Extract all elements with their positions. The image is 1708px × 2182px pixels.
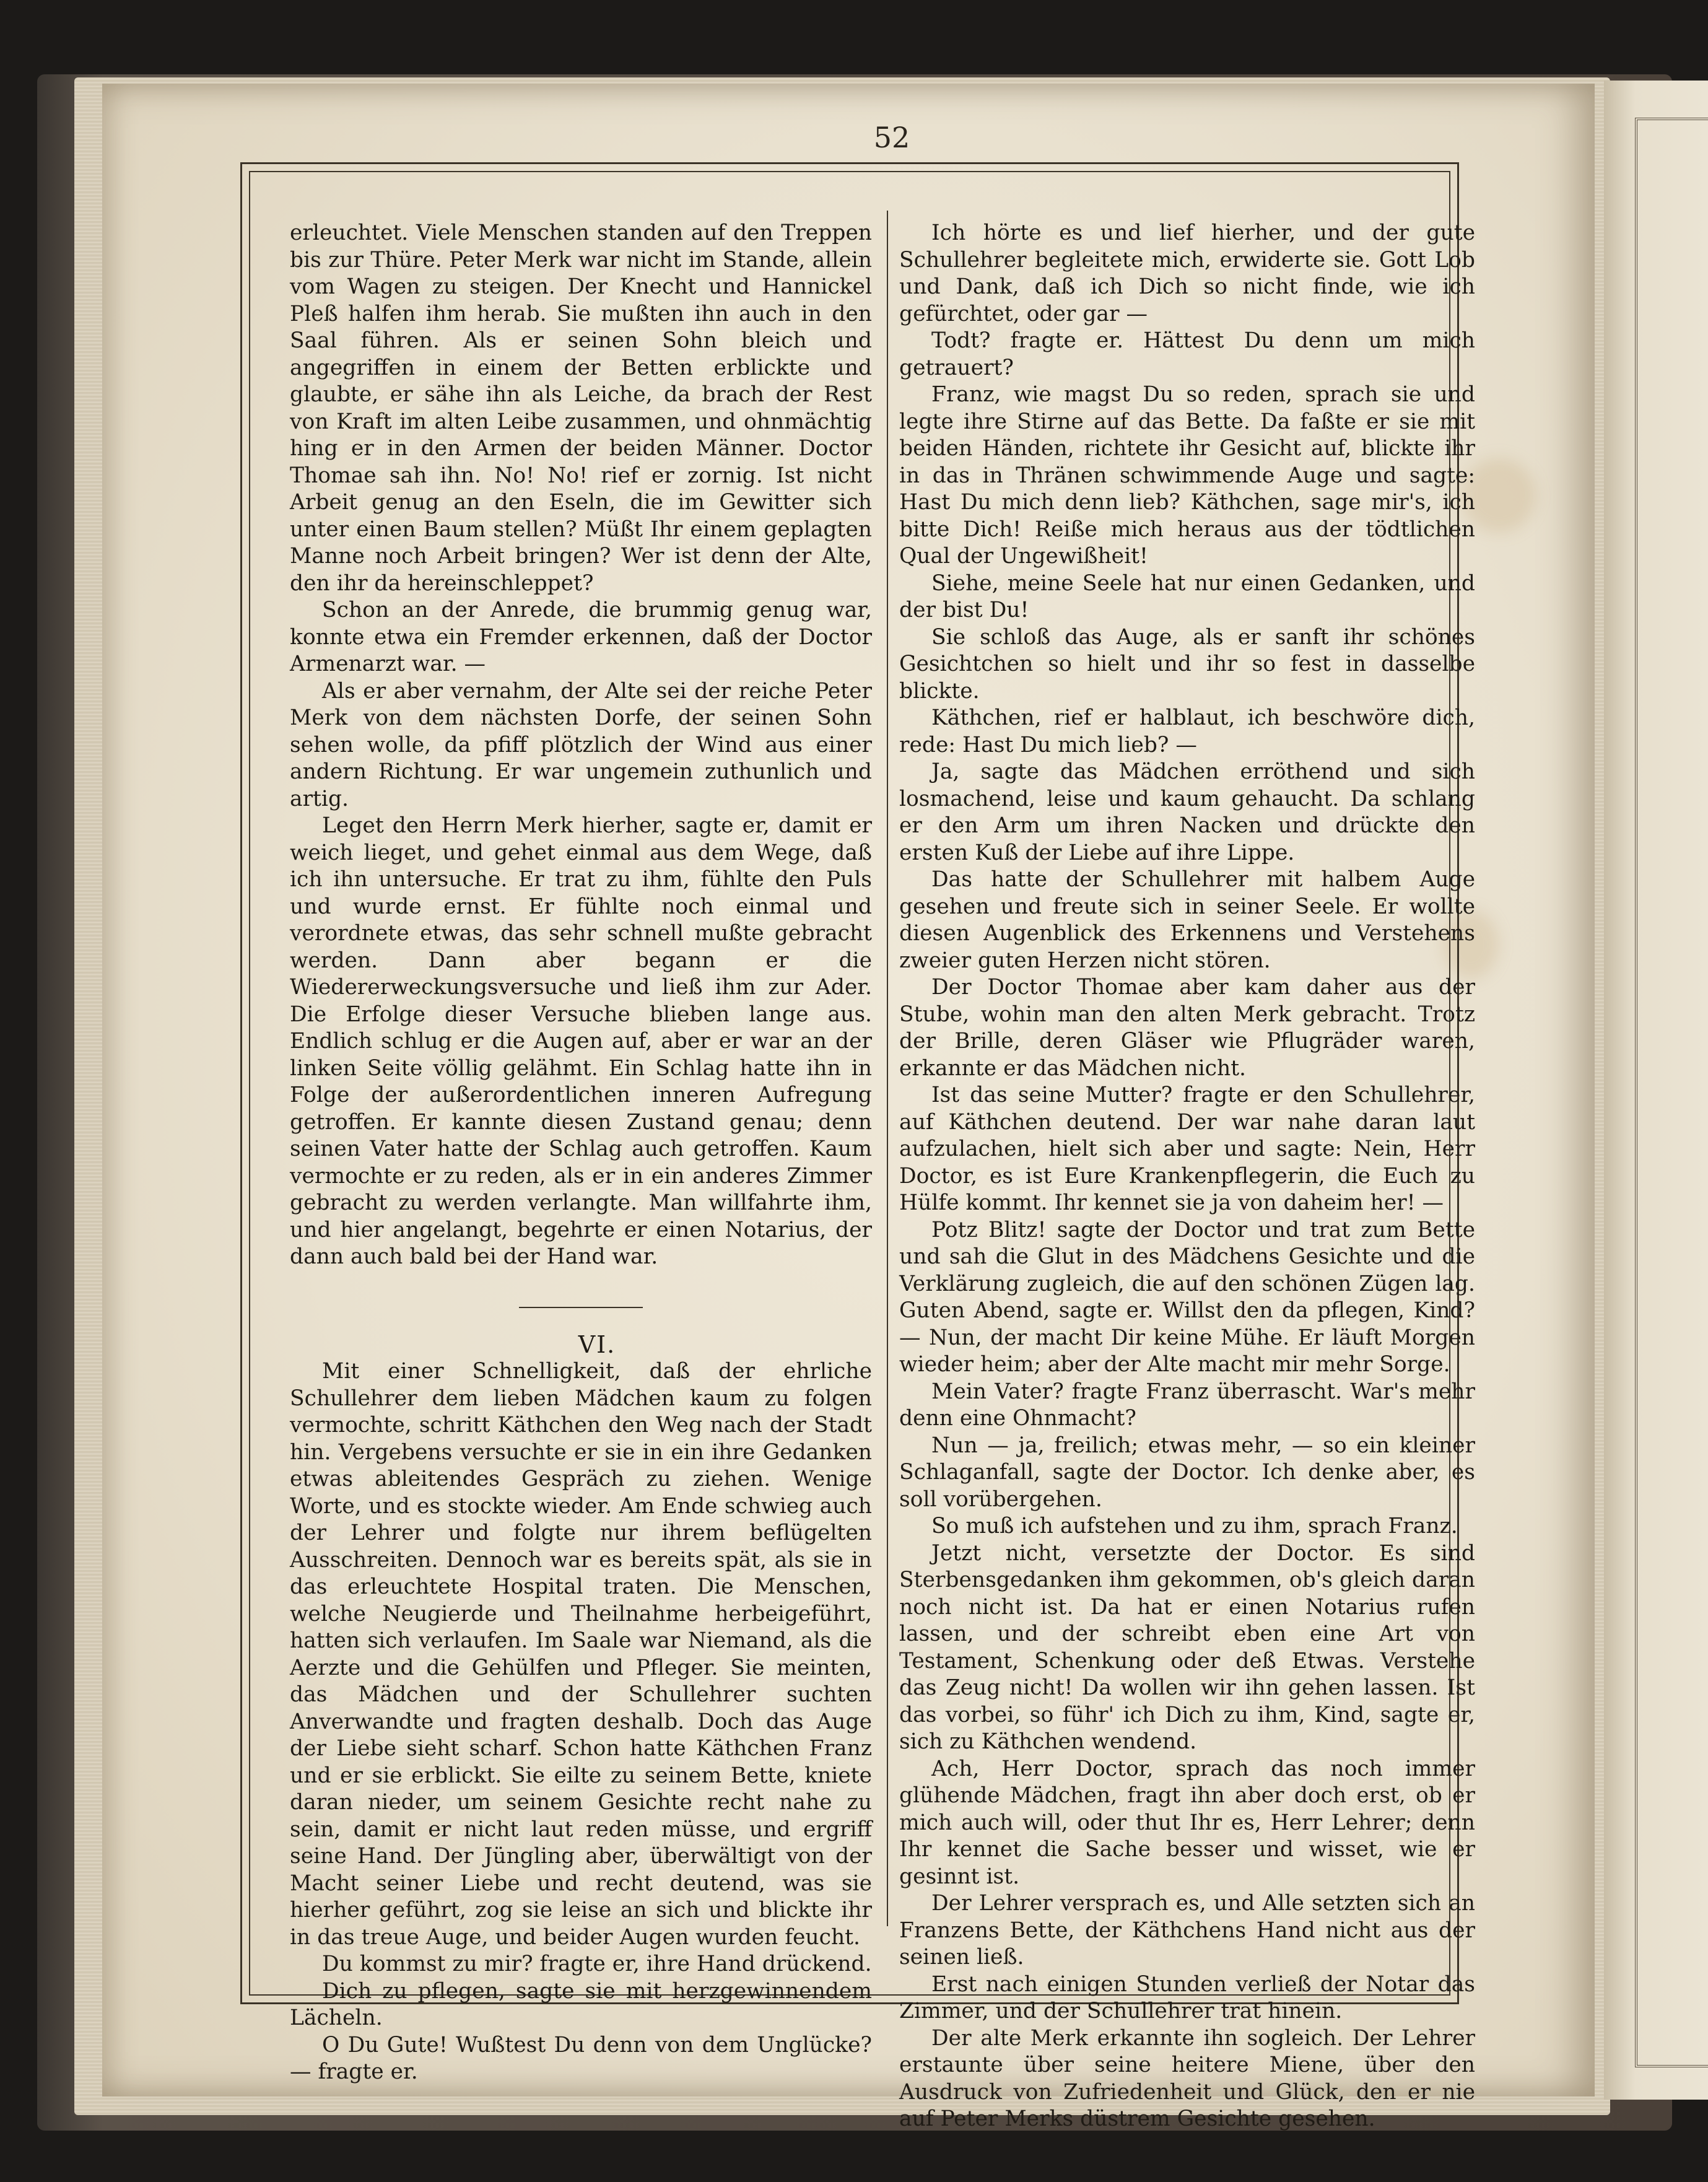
paragraph: Schon an der Anrede, die brummig genug war, konnte etwa ein Fremder erkennen, daß der Doctor Armenarzt war. — bbox=[290, 598, 872, 676]
column-divider bbox=[887, 211, 888, 1926]
paragraph: Du kommst zu mir? fragte er, ihre Hand drückend. bbox=[322, 1952, 872, 1976]
next-page-frame bbox=[1635, 118, 1708, 2067]
next-page-edge bbox=[1604, 81, 1708, 2100]
paragraph: Sie schloß das Auge, als er sanft ihr schönes Gesichtchen so hielt und ihr so fest in dasselbe blickte. bbox=[899, 624, 1475, 704]
section-heading: VI. bbox=[578, 1330, 616, 1358]
paragraph: Mit einer Schnelligkeit, daß der ehrliche Schullehrer dem lieben Mädchen kaum zu folgen vermochte, schritt Käthchen den Weg nach der Stadt hin. Vergebens versuchte er sie in ein ihre Gedanken etwas ableitendes Gespräch zu ziehen. Wenige Worte, und es stockte wieder. Am Ende schwieg auch der Lehrer und folgte nur ihrem beflügelten Ausschreiten. Dennoch war es bereits spät, als sie in das erleuchtete Hospital traten. Die Menschen, welche Neugierde und Theilnahme herbeigeführt, hatten sich verlaufen. Im Saale war Niemand, als die Aerzte und die Gehülfen und Pfleger. Sie meinten, das Mädchen und der Schullehrer suchten Anverwandte und fragten deshalb. Doch das Auge der Liebe sieht scharf. Schon hatte Käthchen Franz und er sie erblickt. Sie eilte zu seinem Bette, kniete daran nieder, um seinem Gesichte recht nahe zu sein, damit er nicht laut reden müsse, und ergriff seine Hand. Der Jüngling aber, überwältigt von der Macht seiner Liebe und recht deutend, was sie hierher geführt, zog sie leise an sich und blickte ihr in das treue Auge, und beider Augen wurden feucht. bbox=[290, 1359, 872, 1950]
left-column bbox=[290, 220, 872, 2086]
paragraph: O Du Gute! Wußtest Du denn von dem Unglücke? — fragte er. bbox=[290, 2032, 872, 2084]
paragraph: Käthchen, rief er halblaut, ich beschwöre dich, rede: Hast Du mich lieb? — bbox=[899, 705, 1475, 757]
paragraph: Das hatte der Schullehrer mit halbem Auge gesehen und freute sich in seiner Seele. Er wollte diesen Augenblick des Erkennens und Verstehens zweier guten Herzen nicht stören. bbox=[899, 867, 1475, 973]
paragraph: Siehe, meine Seele hat nur einen Gedanken, und der bist Du! bbox=[899, 570, 1475, 622]
paragraph: Jetzt nicht, versetzte der Doctor. Es sind Sterbensgedanken ihm gekommen, ob's gleich daran noch nicht ist. Da hat er einen Notarius rufen lassen, und der schreibt eben eine Art von Testament, Schenkung oder deß Etwas. Verstehe das Zeug nicht! Da wollen wir ihn gehen lassen. Ist das vorbei, so führ' ich Dich zu ihm, Kind, sagte er, sich zu Käthchen wendend. bbox=[899, 1540, 1475, 1754]
paragraph: Erst nach einigen Stunden verließ der Notar das Zimmer, und der Schullehrer trat hinein. bbox=[899, 1971, 1475, 2023]
paragraph: Nun — ja, freilich; etwas mehr, — so ein kleiner Schlaganfall, sagte der Doctor. Ich denke aber, es soll vorübergehen. bbox=[899, 1433, 1475, 1512]
paragraph: Todt? fragte er. Hättest Du denn um mich getrauert? bbox=[899, 328, 1475, 380]
paragraph: Der alte Merk erkannte ihn sogleich. Der Lehrer erstaunte über seine heitere Miene, über den Ausdruck von Zufriedenheit und Glück, den er nie auf Peter Merks düstrem Gesichte gesehen. bbox=[899, 2025, 1475, 2131]
paragraph: Leget den Herrn Merk hierher, sagte er, damit er weich lieget, und gehet einmal aus dem Wege, daß ich ihn untersuche. Er trat zu ihm, fühlte den Puls und wurde ernst. Er fühlte noch einmal und verordnete etwas, das sehr schnell mußte gebracht werden. Dann aber begann er die Wiedererweckungsversuche und ließ ihm zur Ader. Die Erfolge dieser Versuche blieben lange aus. Endlich schlug er die Augen auf, aber er war an der linken Seite völlig gelähmt. Ein Schlag hatte ihn in Folge der außerordentlichen inneren Aufregung getroffen. Er kannte diesen Zustand genau; denn seinen Vater hatte der Schlag auch getroffen. Kaum vermochte er zu reden, als er in ein anderes Zimmer gebracht zu werden verlangte. Man willfahrte ihm, und hier angelangt, begehrte er einen Notarius, der dann auch bald bei der Hand war. bbox=[290, 813, 872, 1269]
paragraph: Mein Vater? fragte Franz überrascht. War's mehr denn eine Ohnmacht? bbox=[899, 1379, 1475, 1431]
paragraph: Der Doctor Thomae aber kam daher aus der Stube, wohin man den alten Merk gebracht. Trotz der Brille, deren Gläser wie Pflugräder waren, erkannte er das Mädchen nicht. bbox=[899, 975, 1475, 1081]
right-column bbox=[899, 220, 1475, 2133]
paragraph: Der Lehrer versprach es, und Alle setzten sich an Franzens Bette, der Käthchens Hand nicht aus der seinen ließ. bbox=[899, 1891, 1475, 1970]
page-number: 52 bbox=[873, 121, 910, 154]
paragraph: erleuchtet. Viele Menschen standen auf den Treppen bis zur Thüre. Peter Merk war nicht im Stande, allein vom Wagen zu steigen. Der Knecht und Hannickel Pleß halfen ihm herab. Sie mußten ihn auch in den Saal führen. Als er seinen Sohn bleich und angegriffen in einem der Betten erblickte und glaubte, er sähe ihn als Leiche, da brach der Rest von Kraft im alten Leibe zusammen, und ohnmächtig hing er in den Armen der beiden Männer. Doctor Thomae sah ihn. No! No! rief er zornig. Ist nicht Arbeit genug an den Eseln, die im Gewitter sich unter einen Baum stellen? Müßt Ihr einem geplagten Manne noch Arbeit bringen? Wer ist denn der Alte, den ihr da hereinschleppet? bbox=[290, 220, 872, 596]
paragraph: So muß ich aufstehen und zu ihm, sprach Franz. bbox=[931, 1514, 1458, 1538]
paragraph: Ich hörte es und lief hierher, und der gute Schullehrer begleitete mich, erwiderte sie. Gott Lob und Dank, daß ich Dich so nicht finde, wie ich gefürchtet, oder gar — bbox=[899, 220, 1475, 326]
paragraph: Ist das seine Mutter? fragte er den Schullehrer, auf Käthchen deutend. Der war nahe daran laut aufzulachen, hielt sich aber und sagte: Nein, Herr Doctor, es ist Eure Krankenpflegerin, die Euch zu Hülfe kommt. Ihr kennet sie ja von daheim her! — bbox=[899, 1083, 1475, 1215]
paragraph: Ja, sagte das Mädchen erröthend und sich losmachend, leise und kaum gehaucht. Da schlang er den Arm um ihren Nacken und drückte den ersten Kuß der Liebe auf ihre Lippe. bbox=[899, 759, 1475, 865]
paragraph: Ach, Herr Doctor, sprach das noch immer glühende Mädchen, fragt ihn aber doch erst, ob er mich auch will, oder thut Ihr es, Herr Lehrer; denn Ihr kennet die Sache besser und wisset, wie er gesinnt ist. bbox=[899, 1756, 1475, 1889]
paragraph: Dich zu pflegen, sagte sie mit herzgewinnendem Lächeln. bbox=[290, 1978, 872, 2030]
paragraph: Potz Blitz! sagte der Doctor und trat zum Bette und sah die Glut in des Mädchens Gesichte und die Verklärung zugleich, die auf den schönen Zügen lag. Guten Abend, sagte er. Willst den da pflegen, Kind? — Nun, der macht Dir keine Mühe. Er läuft Morgen wieder heim; aber der Alte macht mir mehr Sorge. bbox=[899, 1217, 1475, 1377]
paragraph: Als er aber vernahm, der Alte sei der reiche Peter Merk von dem nächsten Dorfe, der seinen Sohn sehen wolle, da pfiff plötzlich der Wind aus einer andern Richtung. Er war ungemein zuthunlich und artig. bbox=[290, 678, 872, 811]
paragraph: Franz, wie magst Du so reden, sprach sie und legte ihre Stirne auf das Bette. Da faßte er sie mit beiden Händen, richtete ihr Gesicht auf, blickte ihr in das in Thränen schwimmende Auge und sagte: Hast Du mich denn lieb? Käthchen, sage mir's, ich bitte Dich! Reiße mich heraus aus der tödtlichen Qual der Ungewißheit! bbox=[899, 382, 1475, 569]
section-divider-rule bbox=[519, 1307, 643, 1308]
